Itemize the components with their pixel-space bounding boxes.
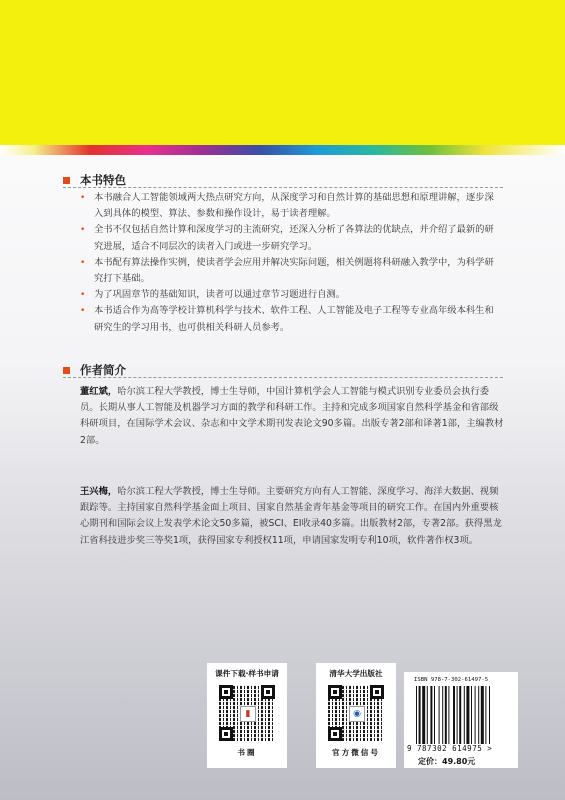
qr-finder-icon [370,685,384,699]
author-name: 王兴梅， [80,486,118,497]
qr-finder-icon [219,727,233,741]
feature-item: • 本书适合作为高等学校计算机科学与技术、软件工程、人工智能及电子工程等专业高年级本科生和研究生的学习用书，也可供相关科研人员参考。 [80,305,494,333]
qr-card-title: 清华大学出版社 [329,669,383,678]
qr-code-icon[interactable] [219,685,275,741]
qr-finder-icon [219,685,233,699]
author-bio [80,384,504,449]
book-logo-icon: ▮ [240,706,256,722]
rainbow-stripe [0,145,565,155]
author-bio [80,484,504,549]
square-bullet-icon [63,367,70,374]
author-heading-text: 作者简介 [80,363,126,377]
publisher-logo-icon: ◉ [349,706,365,722]
price-label: 定价：49.80元 [418,757,476,766]
qr-card-caption: 官方微信号 [332,748,380,757]
yellow-top-band [0,0,565,145]
qr-code-icon[interactable] [328,685,384,741]
bullet-icon: • [80,290,86,301]
author-bio-text: 哈尔滨工程大学教授，博士生导师。主要研究方向有人工智能、深度学习、海洋大数据、视频跟踪等。主持国家自然科学基金面上项目、国家自然基金青年基金等项目的研究工作。在国内外重要核心期刊和国际会议上发表学术论文50多篇，被SCI、EI收录40多篇。出版教材2部，专著2部。获得黑龙江省科技进步奖三等奖1项，获得国家专利授权11项，申请国家发明专利10项，软件著作权3项。 [80,486,502,546]
feature-item: • 为了巩固章节的基础知识，读者可以通过章节习题进行自测。 [80,287,500,303]
feature-item: • 本书配有算法操作实例，使读者学会应用并解决实际问题，相关例题将科研融入教学中，为科学研究打下基础。 [80,256,494,285]
qr-finder-icon [328,685,342,699]
features-heading [63,172,126,188]
isbn-barcode [404,672,518,768]
barcode-digits: 9 787302 614975 > [407,744,493,753]
isbn-text: ISBN 978-7-302-61497-5 [414,677,489,683]
qr-card-courseware [207,663,287,768]
author-name: 董红斌， [80,386,118,397]
bullet-icon: • [80,193,86,203]
qr-finder-icon [328,727,342,741]
qr-finder-icon [261,685,275,699]
qr-card-wechat [316,663,396,768]
features-divider [63,187,503,188]
feature-item: • 本书融合人工智能领域两大热点研究方向，从深度学习和自然计算的基础思想和原理讲解，逐步深入到具体的模型、算法、参数和操作设计，易于读者理解。 [80,192,494,220]
bullet-icon: • [80,257,86,268]
qr-card-title: 课件下载·样书申请 [215,669,279,678]
qr-card-caption: 书圈 [237,748,257,757]
author-divider [63,377,503,378]
author-bio-text: 哈尔滨工程大学教授，博士生导师，中国计算机学会人工智能与模式识别专业委员会执行委员。长期从事人工智能及机器学习方面的教学和科研工作。主持和完成多项国家自然科学基金和省部级科研项目，在国际学术会议、杂志和中文学术期刊发表论文90多篇。出版专著2部和译著1部，主编教材 2部。 [80,386,504,446]
features-heading-text: 本书特色 [80,173,126,187]
barcode-bars-icon [416,686,512,744]
author-heading [63,362,126,378]
square-bullet-icon [63,177,70,184]
features-list [80,190,500,336]
bullet-icon: • [80,225,86,236]
feature-item: • 全书不仅包括自然计算和深度学习的主流研究，还深入分析了各算法的优缺点，并介绍了最新的研究进展，适合不同层次的读者入门或进一步研究学习。 [80,224,494,252]
bullet-icon: • [80,306,86,317]
